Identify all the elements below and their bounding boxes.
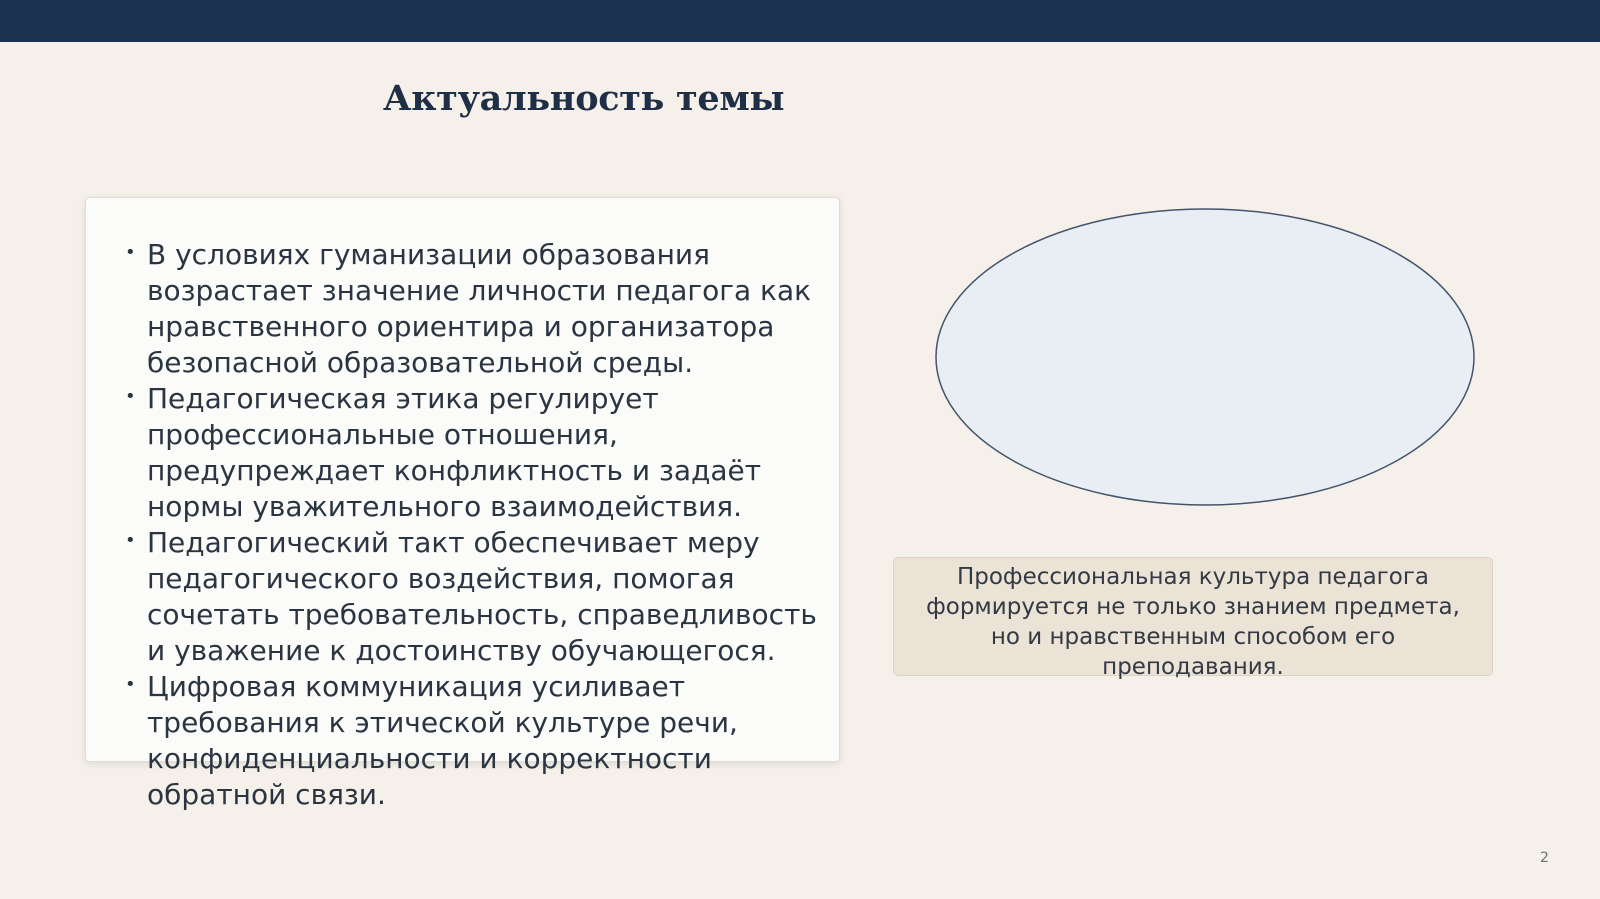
slide-title: Актуальность темы [383,78,785,119]
bullet-text: В условиях гуманизации образования возрастает значение личности педагога как нравственного ориентира и организатора безопасной образовательной среды. [147,238,812,379]
bullet-item [122,525,822,669]
caption-text: Профессиональная культура педагога формируется не только знанием предмета, но и нравственным способом его преподавания. [926,564,1460,680]
bullet-list [122,237,822,813]
page-number: 2 [1540,850,1549,866]
bullet-item [122,381,822,525]
bullet-item [122,669,822,813]
bullet-item [122,237,822,381]
bullet-text: Цифровая коммуникация усиливает требования к этической культуре речи, конфиденциальности и корректности обратной связи. [147,670,738,811]
ellipse-image-placeholder [935,208,1475,506]
bullet-dot-icon: • [125,242,136,263]
bullet-dot-icon: • [125,674,136,695]
bullet-text: Педагогическая этика регулирует профессиональные отношения, предупреждает конфликтность и задаёт нормы уважительного взаимодействия. [147,382,762,523]
bullet-text: Педагогический такт обеспечивает меру педагогического воздействия, помогая сочетать требовательность, справедливость и уважение к достоинству обучающегося. [147,526,817,667]
ellipse-shape [936,209,1474,505]
bullet-dot-icon: • [125,530,136,551]
top-bar [0,0,1600,42]
bullet-dot-icon: • [125,386,136,407]
caption-box [893,557,1493,680]
